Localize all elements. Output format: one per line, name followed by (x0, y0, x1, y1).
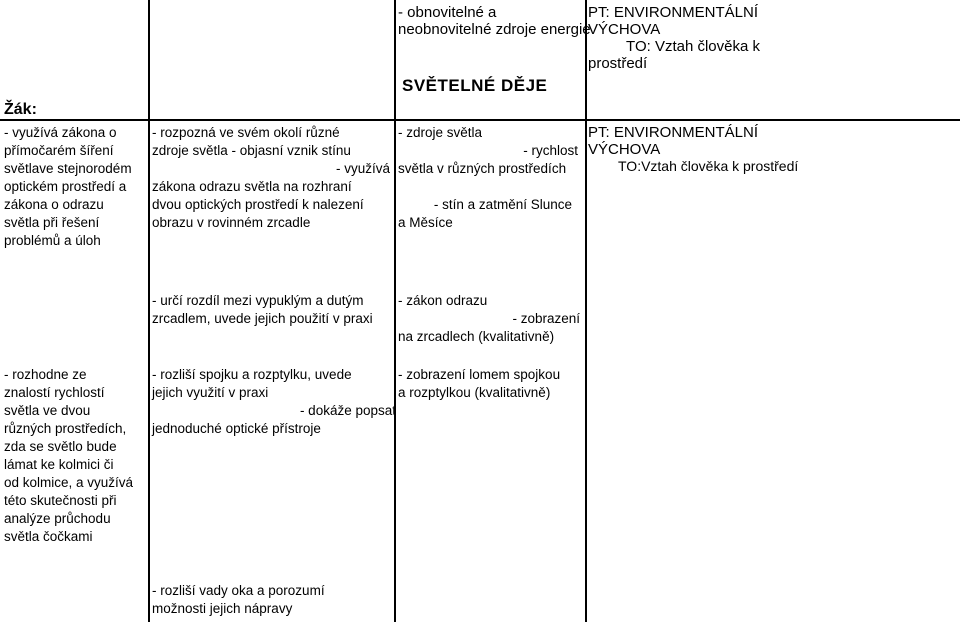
curriculum-cell-row1-c: - zdroje světla - rychlost světla v různých prostředích - stín a zatmění Slunce a Měsíce (398, 125, 578, 230)
curriculum-cell-row3-c: - zobrazení lomem spojkou a rozptylkou (kvalitativně) (398, 367, 561, 400)
column-divider-b (394, 0, 396, 622)
outcome-cell-row3-b: - rozliší spojku a rozptylku, uvede jejich využití v praxi - dokáže popsat jednoduché optické přístroje (152, 367, 396, 436)
curriculum-cell-row2-c: - zákon odrazu - zobrazení na zrcadlech (kvalitativně) (398, 293, 580, 344)
section-title: SVĚTELNÉ DĚJE (402, 76, 548, 95)
column-divider-a (148, 0, 150, 622)
outcome-cell-row2-b: - určí rozdíl mezi vypuklým a dutým zrcadlem, uvede jejich použití v praxi (152, 293, 373, 326)
outcome-cell-row1-b: - rozpozná ve svém okolí různé zdroje světla - objasní vznik stínu - využívá zákona odrazu světla na rozhraní dvou optických prostředí k nalezení obrazu v rovinném zrcadle (152, 125, 390, 230)
energy-sources-cell: - obnovitelné a neobnovitelné zdroje energie (398, 4, 591, 38)
outcome-cell-row4-b: - rozliší vady oka a porozumí možnosti jejich nápravy (152, 583, 325, 616)
outcome-cell-row1-a: - využívá zákona o přímočarém šíření světlave stejnorodém optickém prostředí a zákona o odrazu světla při řešení problémů a úloh (4, 125, 132, 248)
column-divider-c (585, 0, 587, 622)
row-divider-header (0, 119, 960, 121)
cross-curricular-topic-top: PT: ENVIRONMENTÁLNÍ VÝCHOVA TO: Vztah člověka k prostředí (588, 4, 760, 72)
cross-curricular-topic-row1: PT: ENVIRONMENTÁLNÍ VÝCHOVA TO:Vztah člověka k prostředí (588, 124, 799, 174)
outcome-cell-row3-a: - rozhodne ze znalostí rychlostí světla ve dvou různých prostředích, zda se světlo bude lámat ke kolmici či od kolmice, a využívá této skutečnosti při analýze průchodu světla čočkami (4, 367, 134, 544)
pupil-header: Žák: (4, 101, 37, 118)
